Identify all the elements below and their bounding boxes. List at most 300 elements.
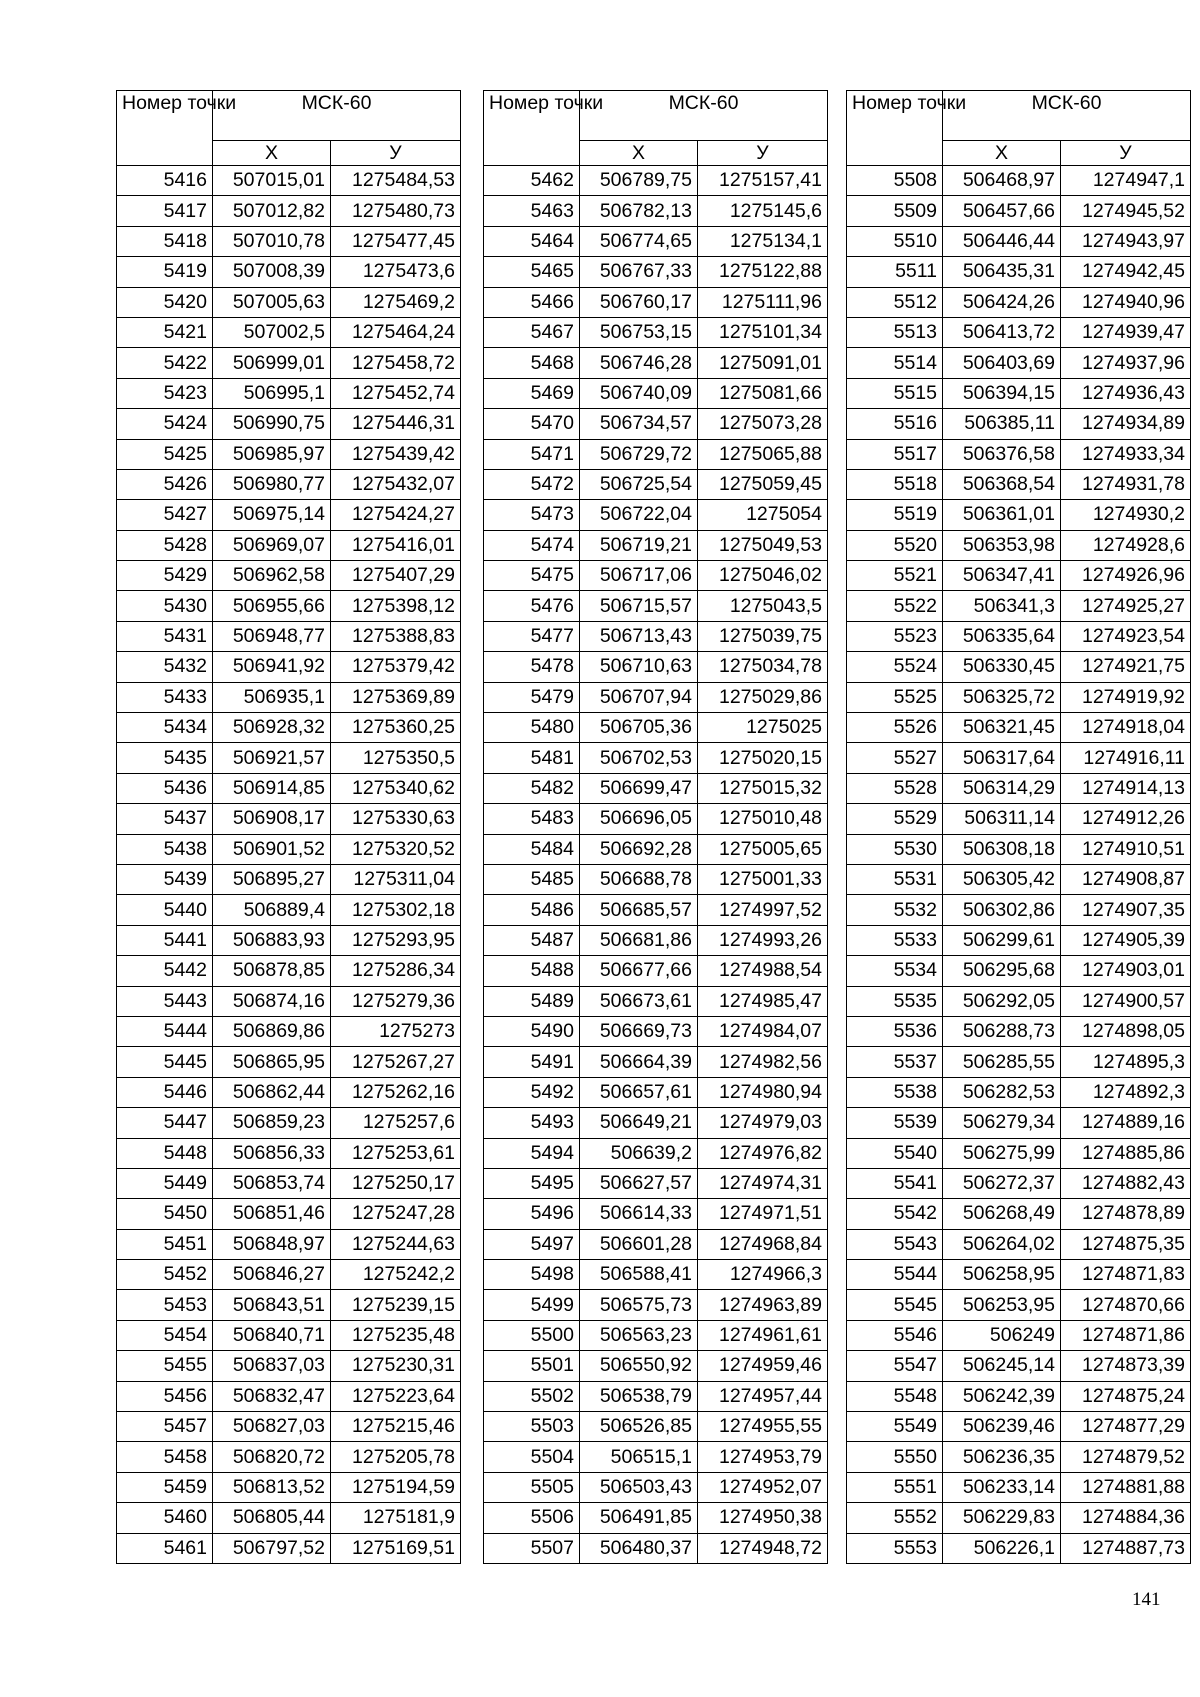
table-row	[847, 1412, 1191, 1442]
y-coordinate-cell: 1274910,51	[1061, 834, 1191, 864]
point-number-cell: 5489	[484, 986, 580, 1016]
point-number-cell: 5437	[117, 804, 213, 834]
x-coordinate-cell: 506457,66	[943, 196, 1061, 226]
table-row	[847, 682, 1191, 712]
table-row	[847, 773, 1191, 803]
x-coordinate-cell: 506347,41	[943, 561, 1061, 591]
table-row	[484, 469, 828, 499]
y-coordinate-cell: 1275034,78	[698, 652, 828, 682]
point-number-cell: 5553	[847, 1533, 943, 1563]
x-coordinate-cell: 506321,45	[943, 713, 1061, 743]
y-coordinate-cell: 1275247,28	[331, 1199, 461, 1229]
table-row	[484, 378, 828, 408]
table-row	[484, 1412, 828, 1442]
point-number-cell: 5506	[484, 1503, 580, 1533]
point-number-cell: 5456	[117, 1381, 213, 1411]
table-row	[484, 196, 828, 226]
table-row	[484, 348, 828, 378]
point-number-cell: 5438	[117, 834, 213, 864]
point-number-cell: 5428	[117, 530, 213, 560]
point-number-cell: 5468	[484, 348, 580, 378]
point-number-cell: 5519	[847, 500, 943, 530]
y-coordinate-cell: 1275025	[698, 713, 828, 743]
y-coordinate-cell: 1275001,33	[698, 864, 828, 894]
x-coordinate-cell: 506295,68	[943, 956, 1061, 986]
x-coordinate-cell: 506840,71	[213, 1320, 331, 1350]
table-row	[117, 226, 461, 256]
y-coordinate-cell: 1274955,55	[698, 1412, 828, 1442]
point-number-cell: 5476	[484, 591, 580, 621]
point-number-cell: 5545	[847, 1290, 943, 1320]
y-coordinate-cell: 1274963,89	[698, 1290, 828, 1320]
x-coordinate-cell: 506341,3	[943, 591, 1061, 621]
point-number-cell: 5451	[117, 1229, 213, 1259]
x-coordinate-cell: 506468,97	[943, 166, 1061, 196]
point-number-cell: 5481	[484, 743, 580, 773]
y-coordinate-cell: 1274882,43	[1061, 1168, 1191, 1198]
point-number-cell: 5497	[484, 1229, 580, 1259]
y-coordinate-cell: 1275054	[698, 500, 828, 530]
table-row	[847, 1533, 1191, 1563]
table-row	[847, 196, 1191, 226]
table-row	[847, 1016, 1191, 1046]
x-coordinate-cell: 506914,85	[213, 773, 331, 803]
x-coordinate-cell: 507005,63	[213, 287, 331, 317]
table-row	[847, 713, 1191, 743]
table-row	[117, 1077, 461, 1107]
table-row	[117, 621, 461, 651]
table-row	[484, 500, 828, 530]
x-coordinate-cell: 506985,97	[213, 439, 331, 469]
table-row	[484, 834, 828, 864]
point-number-cell: 5483	[484, 804, 580, 834]
point-number-cell: 5418	[117, 226, 213, 256]
x-coordinate-cell: 506317,64	[943, 743, 1061, 773]
x-column-header: X	[213, 141, 331, 166]
point-number-cell: 5541	[847, 1168, 943, 1198]
point-number-cell: 5532	[847, 895, 943, 925]
y-coordinate-cell: 1274884,36	[1061, 1503, 1191, 1533]
point-number-cell: 5466	[484, 287, 580, 317]
point-number-cell: 5500	[484, 1320, 580, 1350]
x-coordinate-cell: 506846,27	[213, 1260, 331, 1290]
point-number-cell: 5475	[484, 561, 580, 591]
point-number-cell: 5421	[117, 317, 213, 347]
point-number-cell: 5458	[117, 1442, 213, 1472]
point-number-cell: 5429	[117, 561, 213, 591]
y-coordinate-cell: 1274943,97	[1061, 226, 1191, 256]
point-number-cell: 5494	[484, 1138, 580, 1168]
x-coordinate-cell: 507010,78	[213, 226, 331, 256]
x-coordinate-cell: 506908,17	[213, 804, 331, 834]
point-number-cell: 5534	[847, 956, 943, 986]
y-coordinate-cell: 1275262,16	[331, 1077, 461, 1107]
point-number-cell: 5538	[847, 1077, 943, 1107]
x-coordinate-cell: 506627,57	[580, 1168, 698, 1198]
x-coordinate-cell: 506335,64	[943, 621, 1061, 651]
x-coordinate-cell: 506980,77	[213, 469, 331, 499]
x-coordinate-cell: 506677,66	[580, 956, 698, 986]
coordinates-table-1	[116, 90, 461, 1564]
y-coordinate-cell: 1274871,83	[1061, 1260, 1191, 1290]
table-row	[847, 621, 1191, 651]
y-coordinate-cell: 1275407,29	[331, 561, 461, 591]
y-coordinate-cell: 1275122,88	[698, 257, 828, 287]
point-number-cell: 5440	[117, 895, 213, 925]
x-coordinate-cell: 506538,79	[580, 1381, 698, 1411]
y-coordinate-cell: 1275046,02	[698, 561, 828, 591]
x-coordinate-cell: 506995,1	[213, 378, 331, 408]
point-number-cell: 5525	[847, 682, 943, 712]
point-number-cell: 5550	[847, 1442, 943, 1472]
y-coordinate-cell: 1274885,86	[1061, 1138, 1191, 1168]
point-number-cell: 5528	[847, 773, 943, 803]
x-coordinate-cell: 506707,94	[580, 682, 698, 712]
y-coordinate-cell: 1275230,31	[331, 1351, 461, 1381]
table-row	[484, 317, 828, 347]
point-number-cell: 5492	[484, 1077, 580, 1107]
x-coordinate-cell: 506753,15	[580, 317, 698, 347]
y-coordinate-cell: 1275005,65	[698, 834, 828, 864]
y-coordinate-cell: 1275235,48	[331, 1320, 461, 1350]
point-number-cell: 5543	[847, 1229, 943, 1259]
y-coordinate-cell: 1274875,35	[1061, 1229, 1191, 1259]
x-coordinate-cell: 506975,14	[213, 500, 331, 530]
point-number-cell: 5453	[117, 1290, 213, 1320]
table-row	[484, 257, 828, 287]
x-coordinate-cell: 506851,46	[213, 1199, 331, 1229]
table-row	[484, 864, 828, 894]
y-coordinate-cell: 1274877,29	[1061, 1412, 1191, 1442]
point-number-cell: 5523	[847, 621, 943, 651]
table-row	[847, 1442, 1191, 1472]
y-coordinate-cell: 1274878,89	[1061, 1199, 1191, 1229]
y-coordinate-cell: 1274934,89	[1061, 409, 1191, 439]
table-row	[117, 1412, 461, 1442]
table-row	[484, 1351, 828, 1381]
x-coordinate-cell: 506272,37	[943, 1168, 1061, 1198]
y-coordinate-cell: 1275279,36	[331, 986, 461, 1016]
y-coordinate-cell: 1275250,17	[331, 1168, 461, 1198]
table-row	[117, 895, 461, 925]
table-row	[484, 1442, 828, 1472]
x-coordinate-cell: 506288,73	[943, 1016, 1061, 1046]
page-number: 141	[1132, 1589, 1161, 1610]
y-coordinate-cell: 1274950,38	[698, 1503, 828, 1533]
table-row	[484, 166, 828, 196]
point-number-cell: 5517	[847, 439, 943, 469]
y-coordinate-cell: 1274959,46	[698, 1351, 828, 1381]
point-number-cell: 5443	[117, 986, 213, 1016]
table-row	[117, 864, 461, 894]
point-number-cell: 5474	[484, 530, 580, 560]
y-coordinate-cell: 1275091,01	[698, 348, 828, 378]
y-coordinate-cell: 1274892,3	[1061, 1077, 1191, 1107]
y-column-header: У	[331, 141, 461, 166]
x-coordinate-cell: 506446,44	[943, 226, 1061, 256]
y-coordinate-cell: 1275059,45	[698, 469, 828, 499]
x-coordinate-cell: 506330,45	[943, 652, 1061, 682]
table-row	[847, 1351, 1191, 1381]
table-row	[117, 652, 461, 682]
x-coordinate-cell: 506394,15	[943, 378, 1061, 408]
y-coordinate-cell: 1274980,94	[698, 1077, 828, 1107]
point-number-cell: 5507	[484, 1533, 580, 1563]
x-coordinate-cell: 506239,46	[943, 1412, 1061, 1442]
x-coordinate-cell: 507008,39	[213, 257, 331, 287]
y-coordinate-cell: 1274928,6	[1061, 530, 1191, 560]
y-coordinate-cell: 1274889,16	[1061, 1108, 1191, 1138]
point-number-cell: 5482	[484, 773, 580, 803]
y-coordinate-cell: 1274912,26	[1061, 804, 1191, 834]
table-row	[847, 378, 1191, 408]
y-coordinate-cell: 1274905,39	[1061, 925, 1191, 955]
table-row	[847, 500, 1191, 530]
y-coordinate-cell: 1275223,64	[331, 1381, 461, 1411]
y-coordinate-cell: 1275311,04	[331, 864, 461, 894]
point-number-cell: 5518	[847, 469, 943, 499]
x-coordinate-cell: 506760,17	[580, 287, 698, 317]
y-coordinate-cell: 1274907,35	[1061, 895, 1191, 925]
point-number-cell: 5505	[484, 1472, 580, 1502]
x-coordinate-cell: 506361,01	[943, 500, 1061, 530]
y-coordinate-cell: 1275330,63	[331, 804, 461, 834]
table-row	[117, 500, 461, 530]
x-coordinate-cell: 506874,16	[213, 986, 331, 1016]
table-row	[117, 1229, 461, 1259]
table-row	[484, 1016, 828, 1046]
x-coordinate-cell: 506575,73	[580, 1290, 698, 1320]
y-coordinate-cell: 1275340,62	[331, 773, 461, 803]
y-coordinate-cell: 1275134,1	[698, 226, 828, 256]
y-coordinate-cell: 1274898,05	[1061, 1016, 1191, 1046]
y-coordinate-cell: 1274919,92	[1061, 682, 1191, 712]
point-number-cell: 5473	[484, 500, 580, 530]
table-row	[117, 561, 461, 591]
point-number-cell: 5535	[847, 986, 943, 1016]
y-coordinate-cell: 1274887,73	[1061, 1533, 1191, 1563]
x-coordinate-cell: 506948,77	[213, 621, 331, 651]
x-coordinate-cell: 506253,95	[943, 1290, 1061, 1320]
x-coordinate-cell: 506767,33	[580, 257, 698, 287]
coordinates-table-3	[846, 90, 1191, 1564]
x-coordinate-cell: 506837,03	[213, 1351, 331, 1381]
table-row	[117, 713, 461, 743]
x-coordinate-cell: 506990,75	[213, 409, 331, 439]
y-coordinate-cell: 1274947,1	[1061, 166, 1191, 196]
y-coordinate-cell: 1275043,5	[698, 591, 828, 621]
x-coordinate-cell: 506883,93	[213, 925, 331, 955]
x-coordinate-cell: 506282,53	[943, 1077, 1061, 1107]
y-coordinate-cell: 1274930,2	[1061, 500, 1191, 530]
x-coordinate-cell: 506258,95	[943, 1260, 1061, 1290]
point-number-cell: 5551	[847, 1472, 943, 1502]
point-number-cell: 5416	[117, 166, 213, 196]
table-row	[117, 378, 461, 408]
x-coordinate-cell: 506515,1	[580, 1442, 698, 1472]
y-coordinate-cell: 1274900,57	[1061, 986, 1191, 1016]
table-row	[117, 1260, 461, 1290]
point-number-cell: 5424	[117, 409, 213, 439]
table-row	[484, 682, 828, 712]
y-coordinate-cell: 1275257,6	[331, 1108, 461, 1138]
point-number-cell: 5496	[484, 1199, 580, 1229]
x-coordinate-cell: 506999,01	[213, 348, 331, 378]
y-coordinate-cell: 1274952,07	[698, 1472, 828, 1502]
point-number-cell: 5452	[117, 1260, 213, 1290]
table-row	[117, 986, 461, 1016]
x-coordinate-cell: 506789,75	[580, 166, 698, 196]
table-row	[847, 591, 1191, 621]
table-row	[847, 956, 1191, 986]
table-row	[847, 1047, 1191, 1077]
point-number-cell: 5484	[484, 834, 580, 864]
y-coordinate-cell: 1274926,96	[1061, 561, 1191, 591]
point-number-cell: 5529	[847, 804, 943, 834]
table-row	[117, 1472, 461, 1502]
y-coordinate-cell: 1274979,03	[698, 1108, 828, 1138]
x-coordinate-cell: 506480,37	[580, 1533, 698, 1563]
table-row	[484, 1290, 828, 1320]
y-coordinate-cell: 1274895,3	[1061, 1047, 1191, 1077]
point-number-cell: 5512	[847, 287, 943, 317]
point-number-cell: 5486	[484, 895, 580, 925]
table-row	[484, 925, 828, 955]
x-coordinate-cell: 506236,35	[943, 1442, 1061, 1472]
point-number-cell: 5526	[847, 713, 943, 743]
x-coordinate-cell: 506308,18	[943, 834, 1061, 864]
table-row	[484, 621, 828, 651]
x-coordinate-cell: 506588,41	[580, 1260, 698, 1290]
y-coordinate-cell: 1275379,42	[331, 652, 461, 682]
point-number-cell: 5459	[117, 1472, 213, 1502]
table-row	[847, 986, 1191, 1016]
point-number-cell: 5520	[847, 530, 943, 560]
coordinate-system-header: МСК-60	[580, 91, 828, 141]
point-number-cell: 5487	[484, 925, 580, 955]
x-coordinate-cell: 506285,55	[943, 1047, 1061, 1077]
point-number-cell: 5469	[484, 378, 580, 408]
table-row	[847, 1199, 1191, 1229]
x-coordinate-cell: 506233,14	[943, 1472, 1061, 1502]
table-row	[117, 166, 461, 196]
point-number-cell: 5425	[117, 439, 213, 469]
point-number-cell: 5549	[847, 1412, 943, 1442]
table-row	[847, 834, 1191, 864]
x-coordinate-cell: 506746,28	[580, 348, 698, 378]
x-coordinate-cell: 506669,73	[580, 1016, 698, 1046]
table-row	[484, 1229, 828, 1259]
table-row	[484, 1320, 828, 1350]
table-row	[847, 317, 1191, 347]
x-coordinate-cell: 506413,72	[943, 317, 1061, 347]
y-coordinate-cell: 1275458,72	[331, 348, 461, 378]
x-coordinate-cell: 506715,57	[580, 591, 698, 621]
y-coordinate-cell: 1274939,47	[1061, 317, 1191, 347]
y-coordinate-cell: 1275111,96	[698, 287, 828, 317]
y-coordinate-cell: 1275388,83	[331, 621, 461, 651]
y-coordinate-cell: 1275446,31	[331, 409, 461, 439]
x-coordinate-cell: 506325,72	[943, 682, 1061, 712]
y-coordinate-cell: 1275293,95	[331, 925, 461, 955]
point-number-cell: 5546	[847, 1320, 943, 1350]
table-row	[117, 469, 461, 499]
y-coordinate-cell: 1275169,51	[331, 1533, 461, 1563]
point-number-cell: 5417	[117, 196, 213, 226]
y-coordinate-cell: 1275424,27	[331, 500, 461, 530]
table-row	[847, 1077, 1191, 1107]
table-row	[484, 773, 828, 803]
table-row	[484, 804, 828, 834]
x-coordinate-cell: 506889,4	[213, 895, 331, 925]
x-coordinate-cell: 506702,53	[580, 743, 698, 773]
x-coordinate-cell: 506734,57	[580, 409, 698, 439]
y-coordinate-cell: 1274875,24	[1061, 1381, 1191, 1411]
table-row	[117, 1047, 461, 1077]
table-row	[117, 804, 461, 834]
y-coordinate-cell: 1275484,53	[331, 166, 461, 196]
x-coordinate-cell: 506832,47	[213, 1381, 331, 1411]
table-row	[484, 287, 828, 317]
y-coordinate-cell: 1275480,73	[331, 196, 461, 226]
x-coordinate-cell: 506797,52	[213, 1533, 331, 1563]
point-number-cell: 5470	[484, 409, 580, 439]
table-row	[484, 1503, 828, 1533]
table-row	[117, 1168, 461, 1198]
x-coordinate-cell: 506719,21	[580, 530, 698, 560]
point-number-cell: 5530	[847, 834, 943, 864]
table-row	[847, 166, 1191, 196]
x-coordinate-cell: 506503,43	[580, 1472, 698, 1502]
table-row	[847, 895, 1191, 925]
point-number-cell: 5531	[847, 864, 943, 894]
y-coordinate-cell: 1274916,11	[1061, 743, 1191, 773]
point-number-cell: 5510	[847, 226, 943, 256]
table-row	[117, 1503, 461, 1533]
y-coordinate-cell: 1274921,75	[1061, 652, 1191, 682]
table-row	[117, 348, 461, 378]
x-coordinate-cell: 506856,33	[213, 1138, 331, 1168]
point-number-header: Номер точки	[484, 91, 580, 166]
table-row	[484, 1472, 828, 1502]
table-row	[484, 1077, 828, 1107]
y-coordinate-cell: 1274870,66	[1061, 1290, 1191, 1320]
table-row	[847, 409, 1191, 439]
table-row	[847, 1138, 1191, 1168]
x-coordinate-cell: 506740,09	[580, 378, 698, 408]
x-coordinate-cell: 506729,72	[580, 439, 698, 469]
point-number-cell: 5514	[847, 348, 943, 378]
point-number-cell: 5431	[117, 621, 213, 651]
y-coordinate-cell: 1274966,3	[698, 1260, 828, 1290]
point-number-cell: 5455	[117, 1351, 213, 1381]
y-coordinate-cell: 1274925,27	[1061, 591, 1191, 621]
table-row	[847, 652, 1191, 682]
x-coordinate-cell: 506424,26	[943, 287, 1061, 317]
y-coordinate-cell: 1274982,56	[698, 1047, 828, 1077]
x-coordinate-cell: 506955,66	[213, 591, 331, 621]
table-row	[847, 287, 1191, 317]
x-coordinate-cell: 506782,13	[580, 196, 698, 226]
point-number-cell: 5444	[117, 1016, 213, 1046]
table-row	[117, 439, 461, 469]
point-number-cell: 5542	[847, 1199, 943, 1229]
x-coordinate-cell: 506563,23	[580, 1320, 698, 1350]
point-number-cell: 5502	[484, 1381, 580, 1411]
y-coordinate-cell: 1275350,5	[331, 743, 461, 773]
y-coordinate-cell: 1274908,87	[1061, 864, 1191, 894]
y-coordinate-cell: 1275239,15	[331, 1290, 461, 1320]
